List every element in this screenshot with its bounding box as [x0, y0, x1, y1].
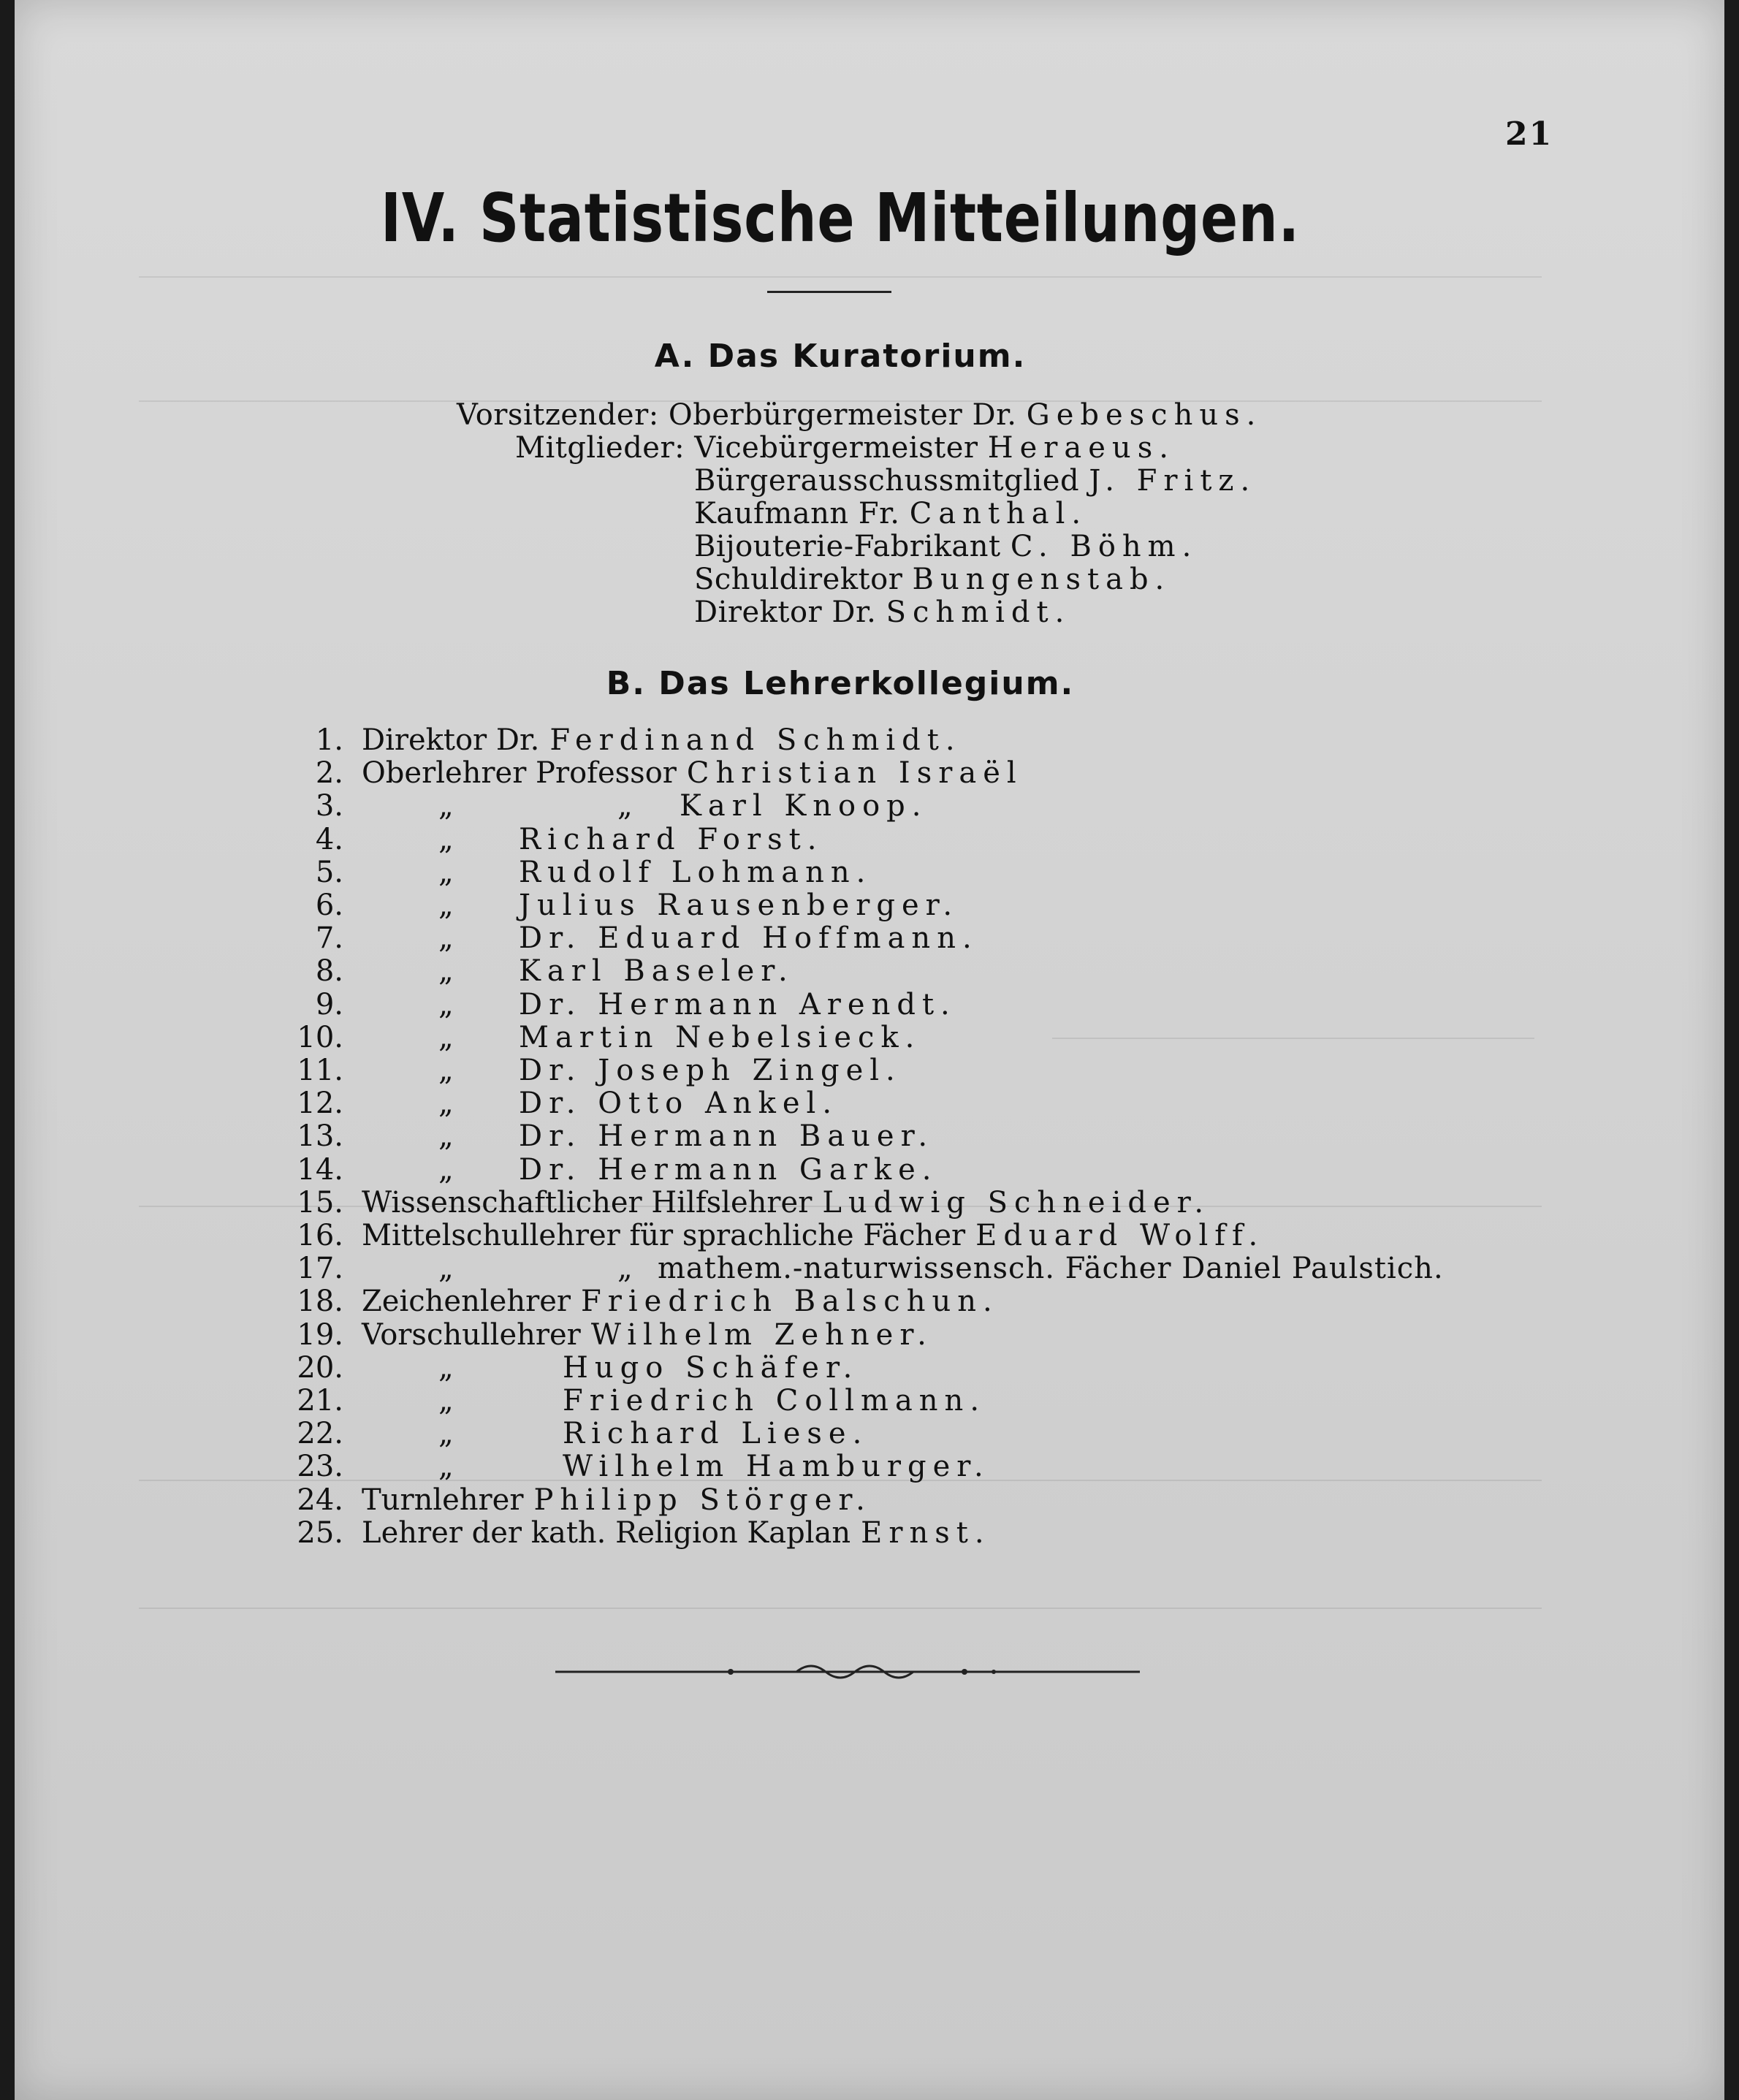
section-heading-lehrerkollegium: B. Das Lehrerkollegium. — [606, 665, 1075, 702]
teacher-line — [362, 1516, 991, 1550]
teacher-title: Lehrer der kath. Religion Kaplan — [362, 1515, 851, 1550]
teacher-number: 17. — [297, 1252, 343, 1286]
ditto-mark: „ — [438, 889, 454, 922]
ditto-mark: „ — [438, 1417, 454, 1451]
kuratorium-label: Mitglieder: — [515, 431, 685, 465]
teacher-name: Julius Rausenberger. — [519, 889, 959, 922]
ditto-mark: „ — [617, 1252, 633, 1286]
teacher-name: Richard Forst. — [519, 822, 823, 856]
teacher-line — [362, 1285, 999, 1318]
teacher-name: Martin Nebelsieck. — [519, 1020, 921, 1054]
teacher-name: Wilhelm Hamburger. — [563, 1450, 990, 1484]
kuratorium-entry — [694, 563, 1171, 596]
ditto-mark: „ — [617, 789, 633, 823]
show-through-rule — [139, 1608, 1542, 1609]
ditto-mark: „ — [438, 987, 454, 1022]
show-through-rule — [1052, 1038, 1534, 1039]
kuratorium-role: Vicebürgermeister — [694, 431, 978, 465]
teacher-name: Christian Israël — [686, 756, 1023, 791]
teacher-line — [362, 1483, 872, 1517]
teacher-name: Dr. Hermann Arendt. — [519, 987, 956, 1022]
teacher-name: Hugo Schäfer. — [563, 1350, 859, 1385]
ditto-mark: „ — [438, 1119, 454, 1154]
teacher-number: 25. — [297, 1515, 343, 1550]
kuratorium-entry — [457, 398, 1262, 432]
teacher-number: 22. — [297, 1417, 343, 1451]
teacher-name: Karl Knoop. — [680, 789, 928, 823]
teacher-title: Vorschullehrer — [362, 1317, 581, 1352]
teacher-name: Ludwig Schneider. — [822, 1185, 1211, 1220]
teacher-number: 12. — [297, 1087, 343, 1121]
kuratorium-entry — [694, 530, 1198, 563]
kuratorium-entry — [694, 596, 1070, 629]
teacher-number: 5. — [315, 855, 343, 889]
teacher-name: Richard Liese. — [563, 1417, 869, 1451]
teacher-number: 19. — [297, 1317, 343, 1352]
ditto-mark: „ — [438, 921, 454, 956]
teacher-number: 1. — [315, 723, 343, 757]
teacher-line — [362, 756, 1023, 790]
document-page — [15, 0, 1724, 2100]
teacher-name: Ernst. — [861, 1515, 991, 1550]
kuratorium-name: Canthal. — [909, 497, 1088, 530]
teacher-line — [362, 1219, 1264, 1252]
teacher-line — [362, 1186, 1210, 1220]
teacher-name: Ferdinand Schmidt. — [549, 723, 962, 757]
teacher-name: Rudolf Lohmann. — [519, 855, 872, 889]
teacher-number: 10. — [297, 1020, 343, 1054]
teacher-number: 21. — [297, 1384, 343, 1418]
kuratorium-name: Gebeschus. — [1026, 398, 1263, 432]
teacher-name: Eduard Wolff. — [975, 1219, 1265, 1252]
ditto-mark: „ — [438, 1020, 454, 1054]
ditto-mark: „ — [438, 789, 454, 823]
teacher-number: 14. — [297, 1152, 343, 1187]
ditto-mark: „ — [438, 1252, 454, 1286]
kuratorium-role: Bijouterie-Fabrikant — [694, 530, 1001, 563]
ornament-divider — [555, 1657, 1140, 1686]
teacher-number: 9. — [315, 987, 343, 1022]
kuratorium-entry — [694, 464, 1256, 498]
teacher-number: 6. — [315, 889, 343, 922]
teacher-title: Direktor Dr. — [362, 723, 540, 757]
teacher-name: Karl Baseler. — [519, 954, 794, 989]
ditto-mark: „ — [438, 1087, 454, 1121]
ditto-mark: „ — [438, 855, 454, 889]
teacher-number: 16. — [297, 1219, 343, 1252]
kuratorium-label: Vorsitzender: — [457, 398, 659, 432]
teacher-name: Dr. Joseph Zingel. — [519, 1054, 902, 1087]
teacher-name: Friedrich Balschun. — [581, 1285, 999, 1319]
teacher-number: 4. — [315, 822, 343, 856]
kuratorium-name: Schmidt. — [886, 596, 1071, 629]
title-divider — [767, 291, 891, 293]
ditto-mark: „ — [438, 1384, 454, 1418]
kuratorium-role: Bürgerausschussmitglied — [694, 464, 1080, 498]
teacher-name: Friedrich Collmann. — [563, 1384, 986, 1418]
kuratorium-role: Schuldirektor — [694, 563, 903, 596]
teacher-name: mathem.-naturwissensch. Fächer Daniel Paulstich. — [658, 1252, 1444, 1286]
teacher-number: 23. — [297, 1450, 343, 1484]
teacher-name: Dr. Otto Ankel. — [519, 1087, 839, 1121]
teacher-number: 13. — [297, 1119, 343, 1154]
teacher-title: Wissenschaftlicher Hilfslehrer — [362, 1185, 813, 1220]
teacher-number: 24. — [297, 1483, 343, 1517]
teacher-title: Turnlehrer — [362, 1483, 524, 1517]
kuratorium-name: Heraeus. — [987, 431, 1175, 465]
teacher-number: 15. — [297, 1185, 343, 1220]
kuratorium-name: C. Böhm. — [1010, 530, 1198, 563]
teacher-line — [362, 1318, 933, 1352]
teacher-number: 20. — [297, 1350, 343, 1385]
page-number: 21 — [1505, 115, 1553, 153]
section-heading-kuratorium: A. Das Kuratorium. — [654, 338, 1027, 375]
teacher-name: Philipp Störger. — [533, 1483, 872, 1517]
kuratorium-entry — [694, 497, 1087, 530]
kuratorium-role: Oberbürgermeister Dr. — [668, 398, 1017, 432]
show-through-rule — [139, 276, 1542, 278]
teacher-title: Zeichenlehrer — [362, 1285, 571, 1319]
teacher-number: 18. — [297, 1285, 343, 1319]
ditto-mark: „ — [438, 1054, 454, 1087]
ditto-mark: „ — [438, 1152, 454, 1187]
teacher-line — [362, 723, 962, 757]
teacher-number: 8. — [315, 954, 343, 989]
teacher-name: Dr. Eduard Hoffmann. — [519, 921, 978, 956]
teacher-title: Oberlehrer Professor — [362, 756, 677, 791]
teacher-name: Dr. Hermann Garke. — [519, 1152, 938, 1187]
page-title: IV. Statistische Mitteilungen. — [381, 179, 1300, 257]
kuratorium-name: J. Fritz. — [1089, 464, 1257, 498]
teacher-number: 2. — [315, 756, 343, 791]
ditto-mark: „ — [438, 1350, 454, 1385]
ditto-mark: „ — [438, 822, 454, 856]
teacher-name: Dr. Hermann Bauer. — [519, 1119, 935, 1154]
kuratorium-name: Bungenstab. — [912, 563, 1171, 596]
kuratorium-role: Direktor Dr. — [694, 596, 877, 629]
teacher-number: 11. — [297, 1054, 343, 1087]
ditto-mark: „ — [438, 954, 454, 989]
teacher-number: 3. — [315, 789, 343, 823]
kuratorium-role: Kaufmann Fr. — [694, 497, 900, 530]
ditto-mark: „ — [438, 1450, 454, 1484]
teacher-number: 7. — [315, 921, 343, 956]
teacher-title: Mittelschullehrer für sprachliche Fächer — [362, 1219, 966, 1252]
kuratorium-entry — [515, 431, 1175, 465]
teacher-name: Wilhelm Zehner. — [590, 1317, 933, 1352]
